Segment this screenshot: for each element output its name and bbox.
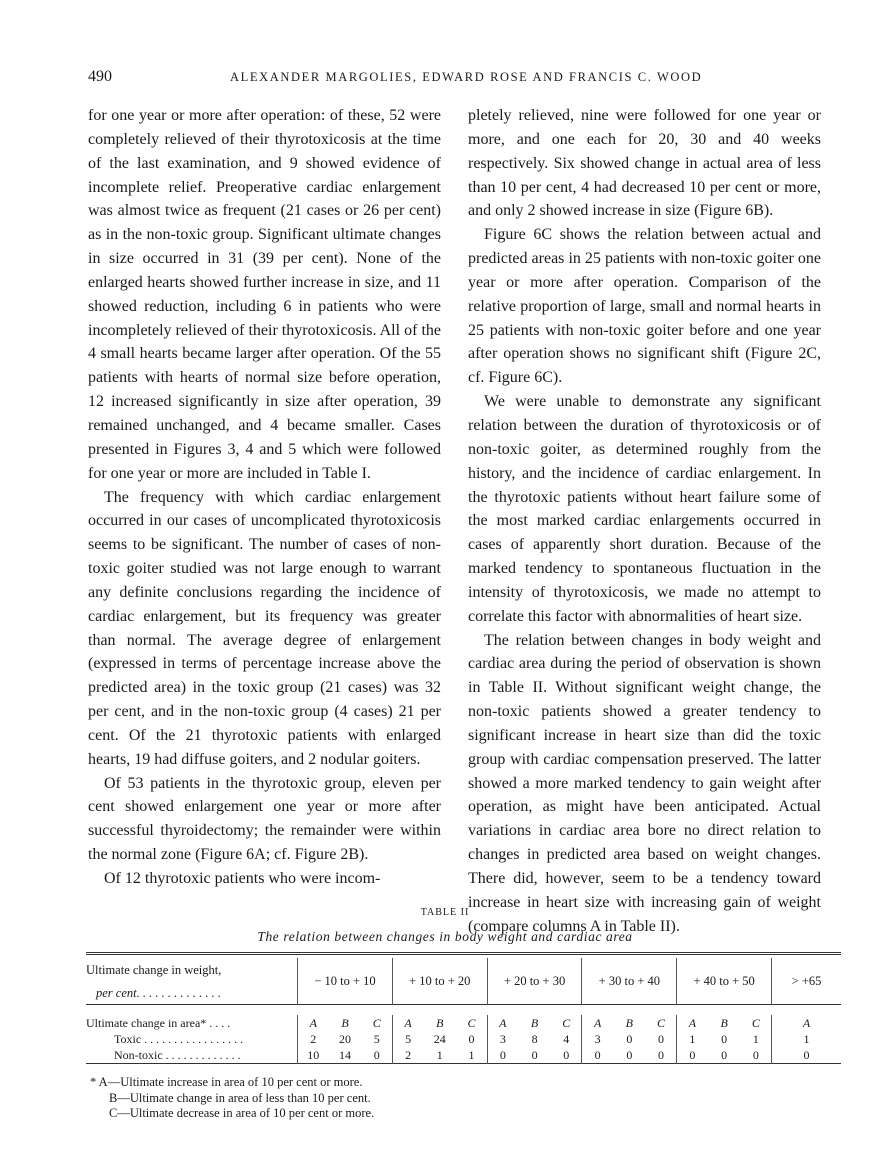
area-letter: C <box>372 1015 381 1030</box>
nontoxic-label: Non-toxic . . . . . . . . . . . . . <box>114 1047 241 1062</box>
nontoxic-value: 0 <box>626 1047 633 1062</box>
nontoxic-value: 0 <box>721 1047 728 1062</box>
nontoxic-value: 0 <box>677 1047 708 1064</box>
toxic-value: 24 <box>433 1031 446 1046</box>
paragraph: The frequency with which cardiac enlargement occurred in our cases of uncomplicated thyrotoxicosis seems to be significant. The number of cases of non-toxic goiter studied was not large enough to warrant any definite conclusions regarding the incidence of cardiac enlargement, but its frequency was greater than normal. The average degree of enlargement (expressed in terms of percentage increase above the predicted area) in the toxic group (21 cases) was 32 per cent, and in the non-toxic group (4 cases) 21 per cent. Of the 21 thyrotoxic patients with enlarged hearts, 19 had diffuse goiters, and 2 nodular goiters. <box>88 488 441 768</box>
nontoxic-value: 0 <box>563 1047 570 1062</box>
footnote: C—Ultimate decrease in area of 10 per cent or more. <box>109 1106 375 1120</box>
table-caption: The relation between changes in body weight and cardiac area <box>257 929 633 944</box>
toxic-value: 8 <box>531 1031 538 1046</box>
area-letter: A <box>772 1015 841 1031</box>
weight-label-unit: per cent. . . . . . . . . . . . . . <box>96 985 221 1000</box>
area-letter: B <box>625 1015 634 1030</box>
running-head: ALEXANDER MARGOLIES, EDWARD ROSE AND FRANCIS C. WOOD <box>230 70 703 84</box>
page-number: 490 <box>88 68 112 85</box>
toxic-value: 0 <box>721 1031 728 1046</box>
toxic-value: 3 <box>582 1031 613 1047</box>
area-letter: B <box>530 1015 539 1030</box>
range-header: + 20 to + 30 <box>487 958 582 1005</box>
toxic-value: 2 <box>298 1031 329 1047</box>
paragraph: for one year or more after operation: of these, 52 were completely relieved of their thyrotoxicosis at the time of the last examination, and 9 showed evidence of incomplete relief. Preoperative cardiac enlargement was almost twice as frequent (21 cases or 26 per cent) as in the non-toxic group. Significant ultimate changes in size occurred in 31 (39 per cent). None of the enlarged hearts showed further increase in size, and 11 showed reduction, including 6 in patients who were incompletely relieved of their thyrotoxicosis. All of the 4 small hearts became larger after operation. Of the 55 patients with hearts of normal size before operation, 12 increased significantly in size after operation, 39 remained unchanged, and 4 became smaller. Cases presented in Figures 3, 4 and 5 which were followed for one year or more are included in Table I. <box>88 107 441 482</box>
area-letter: C <box>751 1015 760 1030</box>
weight-label: Ultimate change in weight, <box>86 962 222 977</box>
toxic-value: 5 <box>392 1031 423 1047</box>
area-letter: C <box>657 1015 666 1030</box>
nontoxic-value: 0 <box>658 1047 665 1062</box>
area-letter: C <box>562 1015 571 1030</box>
toxic-value: 0 <box>626 1031 633 1046</box>
footnote: B—Ultimate change in area of less than 10 per cent. <box>109 1090 371 1105</box>
nontoxic-value: 1 <box>436 1047 443 1062</box>
toxic-label: Toxic . . . . . . . . . . . . . . . . . <box>114 1031 244 1046</box>
area-label: Ultimate change in area* . . . . <box>86 1015 231 1030</box>
nontoxic-value: 0 <box>582 1047 613 1064</box>
range-header: + 10 to + 20 <box>392 958 487 1005</box>
toxic-value: 20 <box>339 1031 351 1046</box>
paragraph: The relation between changes in body weight and cardiac area during the period of observation is shown in Table II. Without significant weight change, the non-toxic patients showed a greater tendency to significant increase in heart size than did the toxic group with cardiac compensation preserved. The latter showed a more marked tendency to gain weight after operation, as might have been anticipated. Actual variations in cardiac area bore no direct relation to changes in predicted area based on weight changes. There did, however, seem to be a tendency toward increase in heart size with increasing gain of weight (compare columns A in Table II). <box>468 631 821 935</box>
paragraph: Of 53 patients in the thyrotoxic group, eleven per cent showed enlargement one year or more after successful thyroidectomy; the remainder were within the normal zone (Figure 6A; cf. Figure 2B). <box>88 774 441 864</box>
toxic-value: 1 <box>752 1031 759 1046</box>
page-header <box>88 68 828 88</box>
nontoxic-value: 0 <box>772 1047 841 1064</box>
range-header: > +65 <box>772 958 841 1005</box>
toxic-value: 1 <box>772 1031 841 1047</box>
toxic-value: 1 <box>677 1031 708 1047</box>
range-header: − 10 to + 10 <box>298 958 393 1005</box>
area-letter: C <box>467 1015 476 1030</box>
footnote: * A—Ultimate increase in area of 10 per cent or more. <box>90 1075 363 1089</box>
nontoxic-value: 2 <box>392 1047 423 1064</box>
table-label: TABLE II <box>420 907 470 918</box>
nontoxic-value: 0 <box>373 1047 380 1062</box>
area-letter: A <box>487 1015 518 1031</box>
nontoxic-value: 10 <box>298 1047 329 1064</box>
area-letter: A <box>677 1015 708 1031</box>
paragraph: pletely relieved, nine were followed for one year or more, and one each for 20, 30 and 40 weeks respectively. Six showed change in actual area of less than 10 per cent, 4 had decreased 10 per cent or more, and only 2 showed increase in size (Figure 6B). <box>468 107 821 220</box>
area-letter: A <box>298 1015 329 1031</box>
paragraph: We were unable to demonstrate any significant relation between the duration of thyrotoxicosis or of non-toxic goiter, as determined roughly from the history, and the incidence of cardiac enlargement. In the thyrotoxic patients without heart failure some of the most marked cardiac enlargements occurred in cases of apparently short duration. Because of the marked tendency to spontaneous fluctuation in the intensity of thyrotoxicosis, we made no attempt to correlate this factor with abnormalities of heart size. <box>468 393 821 625</box>
toxic-value: 0 <box>658 1031 665 1046</box>
nontoxic-value: 1 <box>468 1047 475 1062</box>
area-letter: B <box>720 1015 728 1030</box>
area-letter: B <box>436 1015 444 1030</box>
left-column <box>88 104 441 891</box>
nontoxic-value: 0 <box>752 1047 759 1062</box>
nontoxic-value: 14 <box>339 1047 351 1062</box>
toxic-value: 3 <box>487 1031 518 1047</box>
paragraph: Of 12 thyrotoxic patients who were incom- <box>104 870 381 887</box>
footnotes <box>90 1075 374 1122</box>
toxic-value: 0 <box>468 1031 475 1046</box>
area-letter: B <box>341 1015 349 1030</box>
toxic-value: 5 <box>373 1031 380 1046</box>
area-letter: A <box>582 1015 613 1031</box>
data-table <box>86 952 841 1066</box>
range-header: + 40 to + 50 <box>677 958 772 1005</box>
area-letter: A <box>392 1015 423 1031</box>
nontoxic-value: 0 <box>487 1047 518 1064</box>
nontoxic-value: 0 <box>531 1047 538 1062</box>
paragraph: Figure 6C shows the relation between actual and predicted areas in 25 patients with non-toxic goiter one year or more after operation. Comparison of the relative proportion of large, small and normal hearts in 25 patients with non-toxic goiter before and one year after operation shows no significant shift (Figure 2C, cf. Figure 6C). <box>468 226 821 387</box>
range-header: + 30 to + 40 <box>582 958 677 1005</box>
right-column <box>468 104 821 939</box>
toxic-value: 4 <box>563 1031 570 1046</box>
